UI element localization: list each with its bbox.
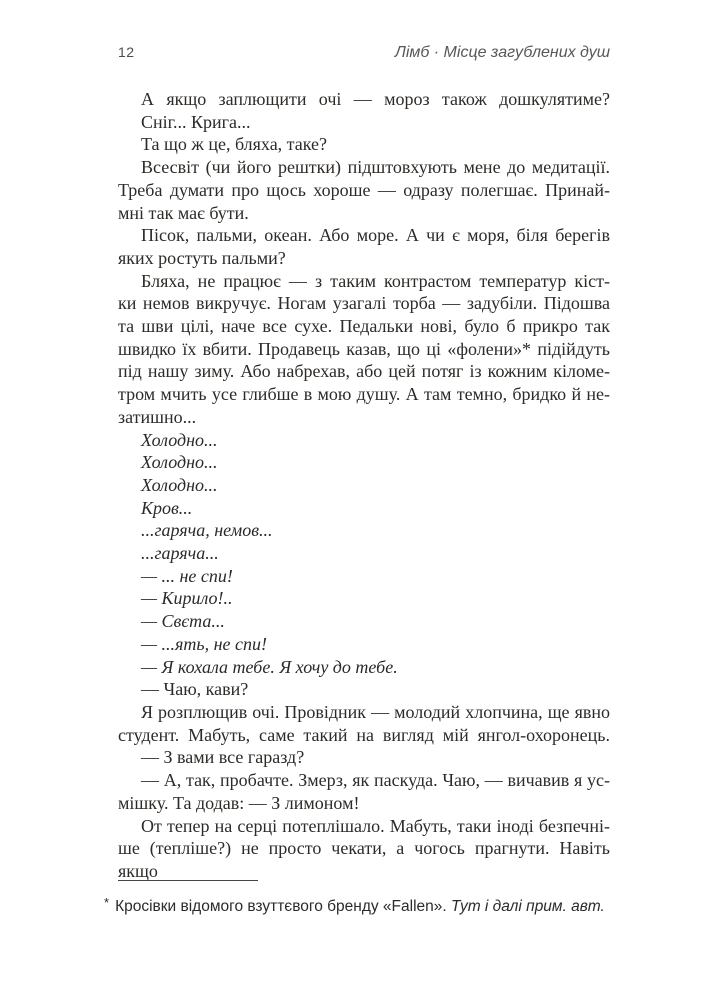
body-line: тром мчить усе глибше в мою душу. А там темно, бридко й не-	[118, 384, 610, 405]
footnote-separator	[118, 880, 258, 881]
body-line: яких ростуть пальми?	[118, 247, 286, 268]
page-number: 12	[118, 44, 135, 60]
body-line: — Чаю, кави?	[141, 679, 249, 700]
footnote	[104, 893, 644, 917]
body-line: Холодно...	[141, 474, 218, 495]
body-line: — А, так, пробачте. Змерз, як паскуда. Чаю, — вичавив я ус-	[141, 770, 610, 791]
body-line: Всесвіт (чи його рештки) підштовхують мене до медитації.	[141, 157, 610, 178]
body-line: А якщо заплющити очі — мороз також дошкулятиме?	[141, 89, 610, 109]
footnote-author-note: Тут і далі прим. авт.	[450, 898, 605, 915]
body-line: студент. Мабуть, саме такий на вигляд мій янгол-охоронець.	[118, 724, 610, 745]
running-title: Лімб · Місце загублених душ	[394, 44, 610, 61]
body-line: — З вами все гаразд?	[141, 747, 305, 768]
body-line: швидко їх вбити. Продавець казав, що ці «фолени»* підійдуть	[118, 338, 610, 359]
footnote-text: Кросівки відомого взуттєвого бренду «Fallen».	[115, 898, 451, 915]
page-header	[118, 44, 610, 62]
body-line: — ...ять, не спи!	[141, 633, 267, 654]
body-line: Кров...	[141, 497, 193, 518]
body-line: ...гаряча...	[141, 543, 219, 564]
body-line: Пісок, пальми, океан. Або море. А чи є моря, біля берегів	[141, 225, 610, 246]
body-line: ки немов викручує. Ногам узагалі торба — задубіли. Підошва	[118, 293, 610, 314]
body-line: під нашу зиму. Або набрехав, або цей потяг із кожним кіломе-	[118, 361, 610, 382]
body-line: мішку. Та додав: — З лимоном!	[118, 792, 360, 813]
body-line: Та що ж це, бляха, таке?	[141, 134, 328, 155]
body-line: — Я кохала тебе. Я хочу до тебе.	[141, 656, 398, 677]
body-line: Я розплющив очі. Провідник — молодий хлопчина, ще явно	[141, 701, 610, 722]
body-line: затишно...	[118, 406, 197, 427]
body-line: — Свєта...	[141, 611, 225, 632]
body-line: та шви цілі, наче все сухе. Педальки нові, було б прикро так	[118, 316, 610, 337]
body-text	[118, 88, 610, 883]
body-line: От тепер на серці потеплішало. Мабуть, таки іноді безпечні-	[141, 815, 610, 836]
body-line: Бляха, не працює — з таким контрастом температур кіст-	[141, 270, 610, 291]
body-line: Треба думати про щось хороше — одразу полегшає. Принай-	[118, 179, 610, 200]
body-line: Сніг... Крига...	[141, 111, 251, 132]
body-line: Холодно...	[141, 452, 218, 473]
body-line: Холодно...	[141, 429, 218, 450]
body-line: — Кирило!..	[141, 588, 233, 609]
body-line: ...гаряча, немов...	[141, 520, 273, 541]
body-line: ше (тепліше?) не просто чекати, а чогось прагнути. Навіть якщо	[118, 838, 610, 881]
body-line: мні так має бути.	[118, 202, 249, 223]
footnote-marker: *	[104, 895, 110, 910]
body-line: — ... не спи!	[141, 565, 233, 586]
